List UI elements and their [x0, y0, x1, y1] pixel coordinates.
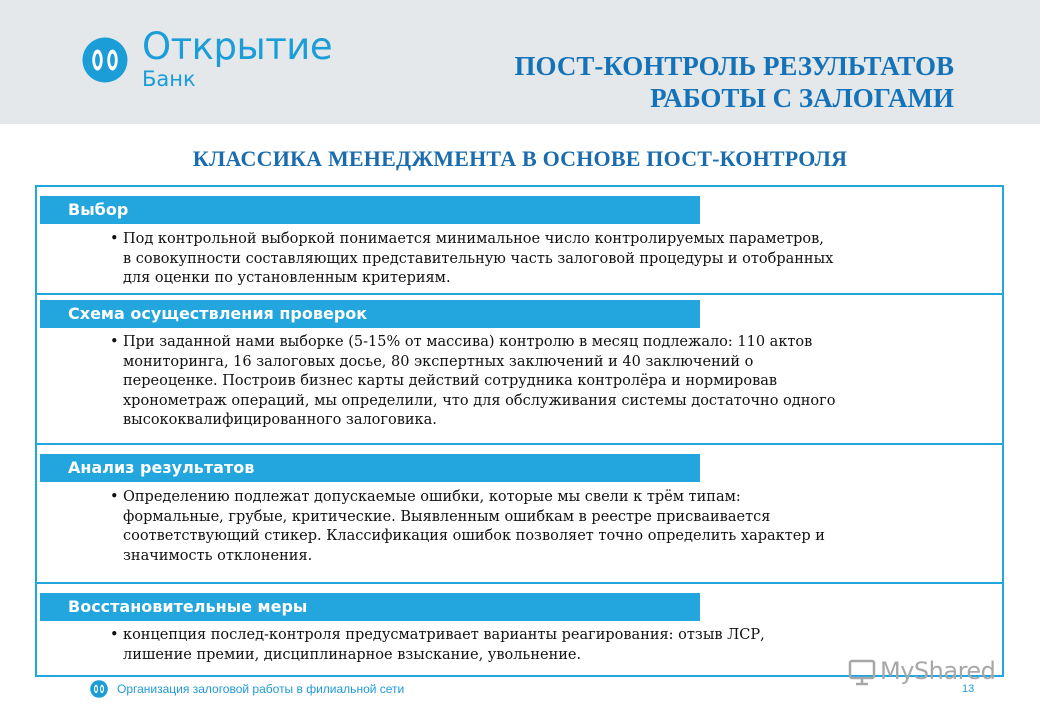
text-line: формальные, грубые, критические. Выявленным ошибкам в реестре присваивается: [123, 508, 771, 525]
presentation-board-icon: [848, 658, 876, 686]
text-line: для оценки по установленным критериям.: [123, 270, 451, 286]
slide-title-line-1: ПОСТ-КОНТРОЛЬ РЕЗУЛЬТАТОВ: [514, 51, 954, 81]
section-heading-choice: Выбор: [40, 196, 700, 224]
section-text-inspection-scheme: [110, 333, 940, 431]
text-line: лишение премии, дисциплинарное взыскание, увольнение.: [123, 646, 582, 663]
bullet-marker: •: [110, 231, 119, 247]
slide-subtitle: КЛАССИКА МЕНЕДЖМЕНТА В ОСНОВЕ ПОСТ-КОНТРОЛЯ: [192, 146, 848, 171]
logo-bank-subtitle: Банк: [142, 67, 196, 91]
section-divider: [37, 582, 1002, 584]
section-heading-recovery-measures: Восстановительные меры: [40, 593, 700, 621]
section-divider: [37, 443, 1002, 445]
section-text-choice: [110, 230, 940, 289]
text-line: Определению подлежат допускаемые ошибки, которые мы свели к трём типам:: [123, 489, 741, 505]
bullet-marker: •: [110, 489, 119, 505]
text-line: соответствующий стикер. Классификация ошибок позволяет точно определить характер и: [123, 528, 825, 544]
section-heading-inspection-scheme: Схема осуществления проверок: [40, 300, 700, 328]
bullet-marker: •: [110, 334, 119, 350]
text-line: высококвалифицированного залоговика.: [123, 412, 437, 428]
text-line: в совокупности составляющих представительную часть залоговой процедуры и отобранных: [123, 250, 834, 267]
watermark-text: MyShared: [880, 657, 996, 685]
text-line: значимость отклонения.: [123, 547, 313, 564]
text-line: Под контрольной выборкой понимается минимальное число контролируемых параметров,: [123, 231, 824, 247]
otkritie-logo-icon: [82, 37, 128, 83]
section-text-recovery-measures: [110, 626, 940, 665]
text-line: При заданной нами выборке (5-15% от массива) контролю в месяц подлежало: 110 актов: [123, 334, 813, 350]
slide-title-line-2: РАБОТЫ С ЗАЛОГАМИ: [650, 83, 954, 113]
logo-bank-name: Открытие: [142, 25, 333, 68]
text-line: концепция послед-контроля предусматривает варианты реагирования: отзыв ЛСР,: [123, 627, 765, 643]
text-line: мониторинга, 16 залоговых досье, 80 экспертных заключений и 40 заключений о: [123, 353, 754, 370]
text-line: переоценке. Построив бизнес карты действий сотрудника контролёра и нормировав: [123, 373, 778, 389]
section-text-results-analysis: [110, 488, 940, 566]
text-line: хронометраж операций, мы определили, что для обслуживания системы достаточно одного: [123, 392, 836, 409]
section-heading-results-analysis: Анализ результатов: [40, 454, 700, 482]
section-divider: [37, 293, 1002, 295]
page-number: 13: [962, 683, 975, 695]
footer-caption: Организация залоговой работы в филиальной сети: [117, 682, 405, 696]
slide-title: [514, 50, 954, 114]
otkritie-mini-logo-icon: [90, 680, 108, 698]
myshared-watermark: [848, 656, 1004, 690]
slide-header: [0, 0, 1040, 124]
bullet-marker: •: [110, 627, 119, 643]
